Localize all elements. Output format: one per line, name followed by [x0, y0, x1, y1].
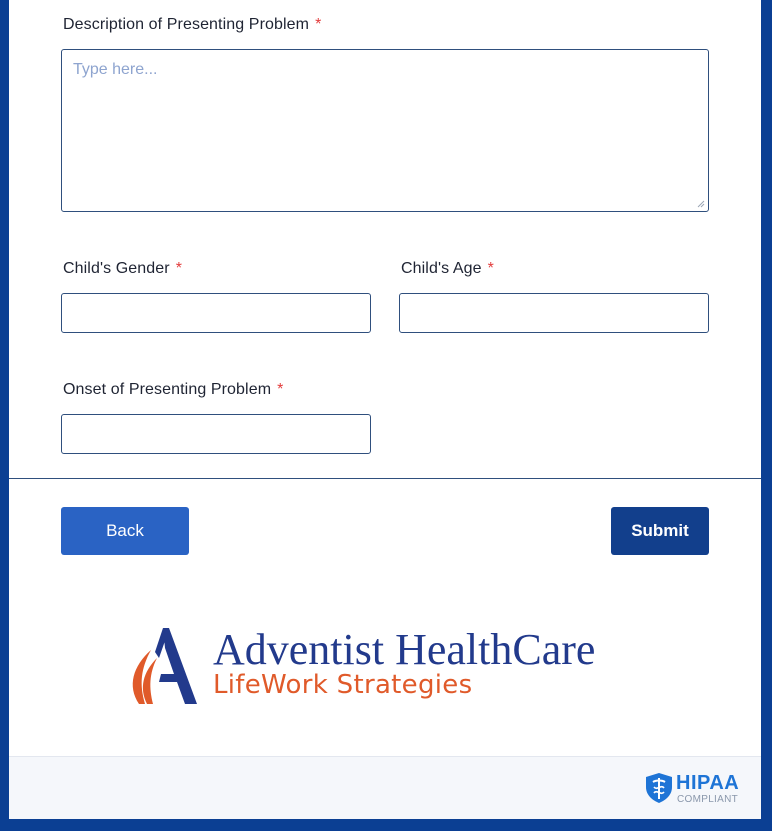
submit-button[interactable]: Submit	[611, 507, 709, 555]
required-asterisk: *	[277, 381, 284, 398]
onset-label-text: Onset of Presenting Problem	[63, 381, 272, 398]
form-card	[9, 0, 761, 819]
description-label-text: Description of Presenting Problem	[63, 16, 310, 33]
required-asterisk: *	[315, 16, 322, 33]
hipaa-title: HIPAA	[676, 772, 740, 794]
age-label-text: Child's Age	[401, 260, 482, 277]
hipaa-subtitle: COMPLIANT	[677, 794, 739, 805]
back-button[interactable]: Back	[61, 507, 189, 555]
age-input[interactable]	[399, 293, 709, 333]
logo-name: Adventist HealthCare	[213, 625, 596, 674]
logo-tagline: LifeWork Strategies	[213, 670, 473, 700]
gender-label-text: Child's Gender	[63, 260, 170, 277]
description-label	[63, 16, 321, 34]
adventist-a-logo-icon	[125, 624, 199, 706]
description-placeholder: Type here...	[73, 61, 158, 78]
required-asterisk: *	[175, 260, 183, 277]
onset-label	[63, 381, 283, 399]
gender-input[interactable]	[61, 293, 371, 333]
gender-label	[63, 260, 182, 278]
company-logo	[125, 624, 625, 708]
age-label	[401, 260, 494, 278]
section-divider	[9, 478, 761, 479]
footer	[9, 756, 761, 819]
description-textarea[interactable]	[61, 49, 709, 212]
shield-caduceus-icon	[645, 772, 673, 804]
onset-input[interactable]	[61, 414, 371, 454]
required-asterisk: *	[487, 260, 494, 277]
resize-handle-icon[interactable]	[697, 200, 705, 208]
hipaa-badge	[645, 772, 741, 806]
